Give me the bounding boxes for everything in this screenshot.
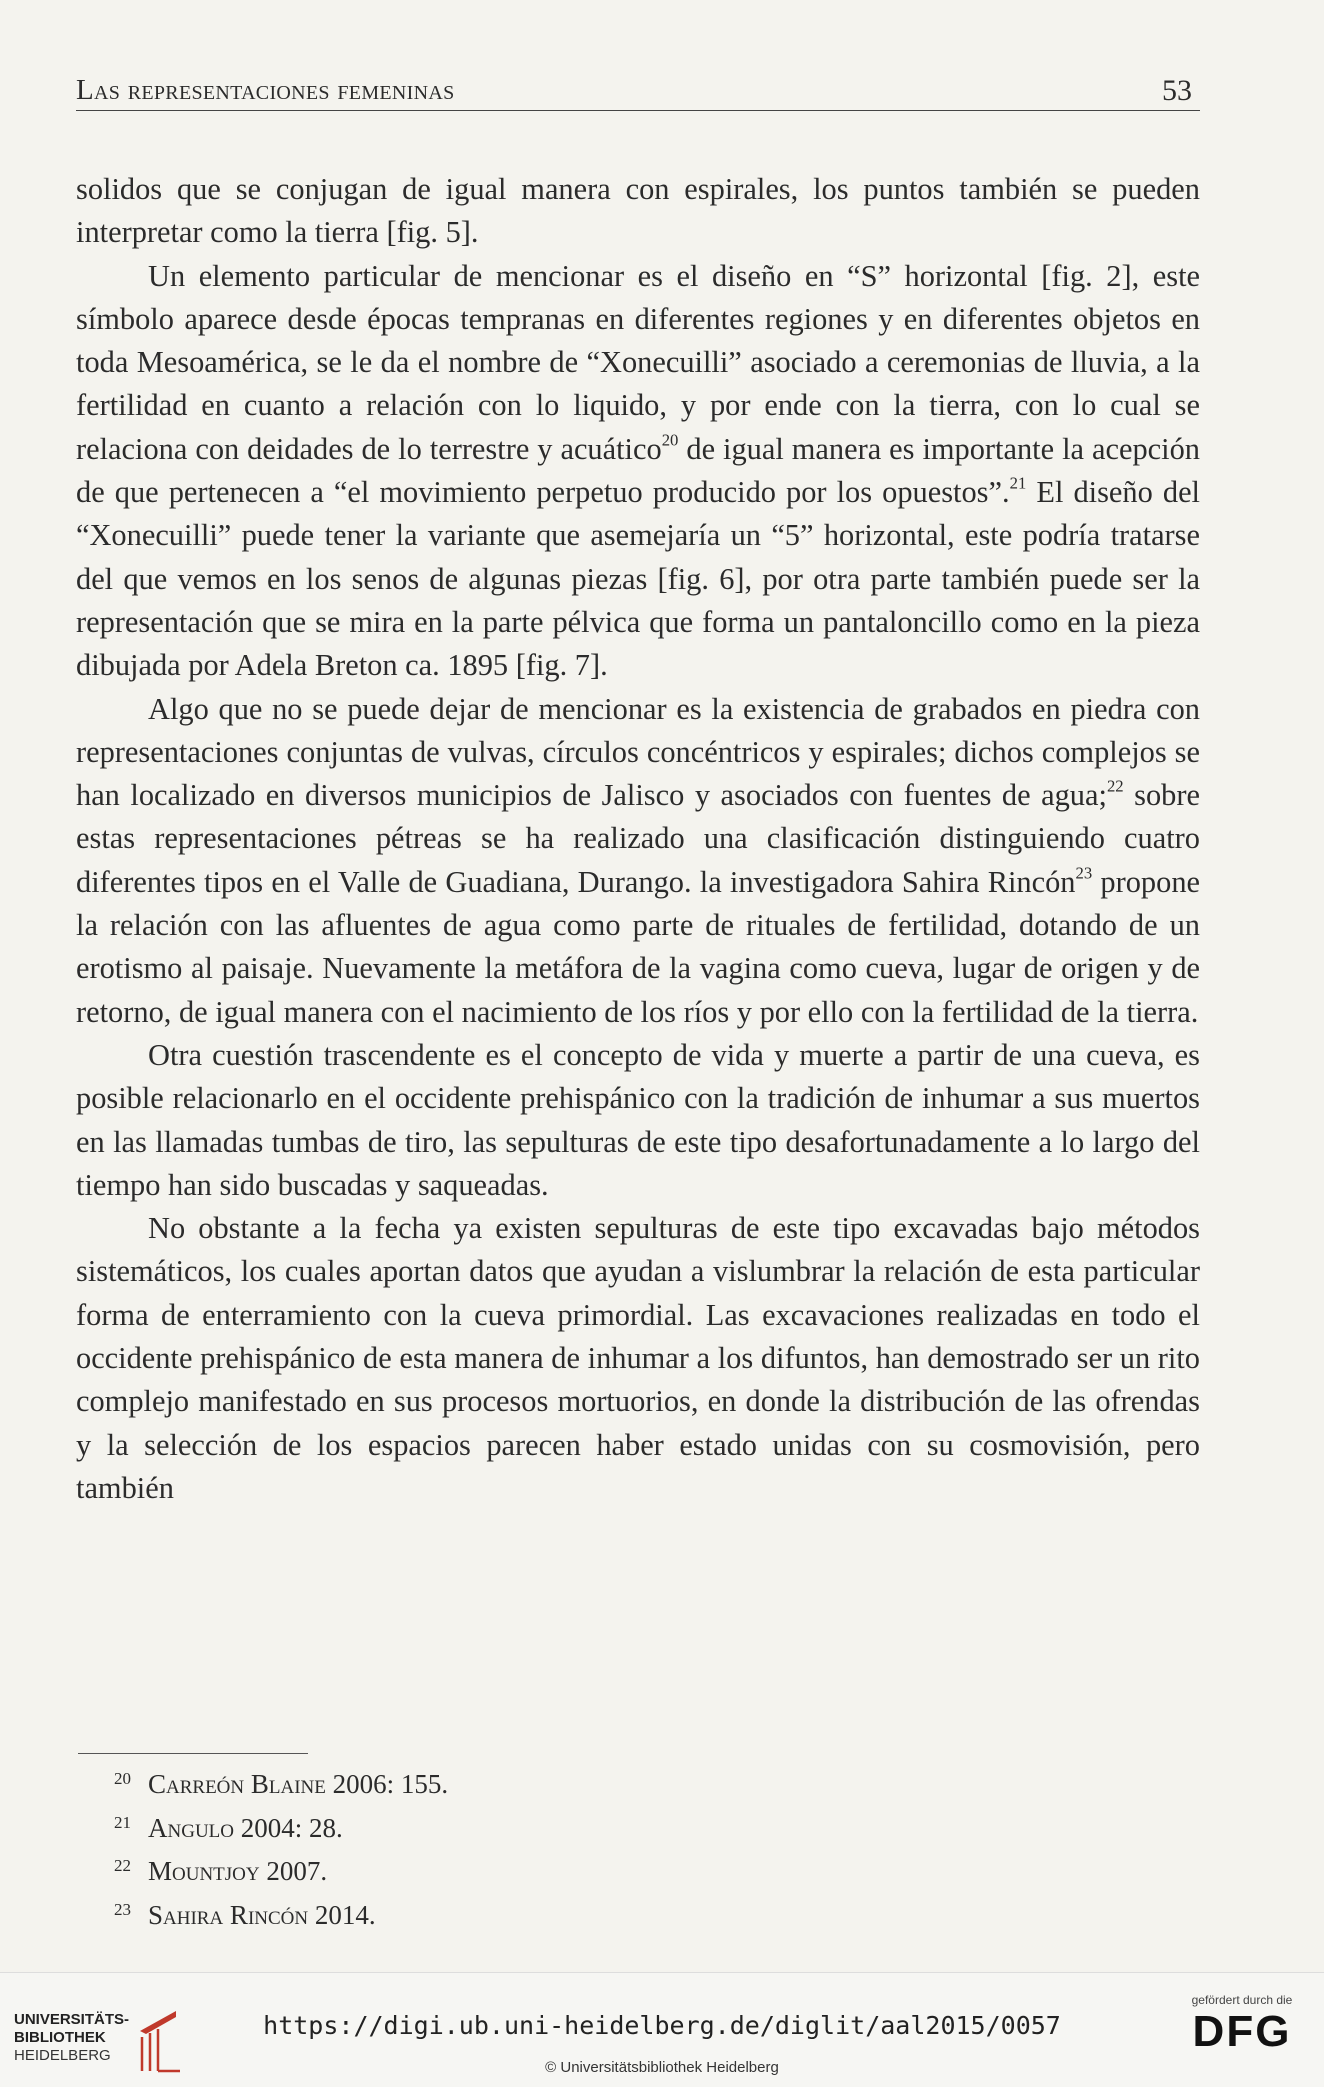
running-header [76, 70, 1200, 111]
footnote-author: Angulo [148, 1812, 234, 1843]
footnote-number: 21 [114, 1812, 131, 1832]
footnote-author: Carreón Blaine [148, 1769, 326, 1799]
footnote-divider [78, 1753, 308, 1754]
paragraph-text: solidos que se conjugan de igual manera con espirales, los puntos también se pueden interpretar como la tierra [fig. 5]. [76, 172, 1200, 250]
paragraph-text: No obstante a la fecha ya existen sepulturas de este tipo excavadas bajo métodos sistemáticos, los cuales aportan datos que ayudan a vislumbrar la relación de esta particular forma de enterramiento con la cueva primordial. Las excavaciones realizadas en todo el occidente prehispánico de esta manera de inhumar a los difuntos, han demostrado ser un rito complejo manifestado en sus procesos mortuorios, en donde la distribución de las ofrendas y la selección de los espacios parecen haber estado unidas con su cosmovisión, pero también [76, 1211, 1200, 1505]
footnote-number: 23 [114, 1899, 131, 1919]
paragraph-2 [76, 255, 1200, 688]
footnote-number: 22 [114, 1856, 131, 1875]
footnote-ref-22[interactable]: 22 [1106, 776, 1124, 796]
footnote [78, 1891, 778, 1935]
paragraph-text: propone la relación con las afluentes de agua como parte de rituales de fertilidad, dotando de un erotismo al paisaje. Nuevamente la metáfora de la vagina como cueva, lugar de origen y de retorno, de igual manera con el nacimiento de los ríos y por ello con la fertilidad de la tierra. [76, 864, 1200, 1029]
body-text [76, 168, 1200, 1510]
footnote-citation: 2007. [259, 1856, 328, 1886]
paragraph-4 [76, 1034, 1200, 1207]
dfg-logo[interactable] [1182, 1993, 1302, 2073]
footnote-ref-23[interactable]: 23 [1075, 863, 1093, 883]
running-title: Las representaciones femeninas [76, 74, 455, 106]
library-name-line: UNIVERSITÄTS- [14, 2011, 130, 2028]
footnote-ref-21[interactable]: 21 [1009, 473, 1027, 493]
paragraph-text: sobre estas representaciones pétreas se ha realizado una clasificación distinguiendo cuatro diferentes tipos en el Valle de Guadiana, Durango. la investigadora Sahira Rincón [76, 778, 1200, 899]
paragraph-text: Otra cuestión trascendente es el concepto de vida y muerte a partir de una cueva, es posible relacionarlo en el occidente prehispánico con la tradición de inhumar a sus muertos en las llamadas tumbas de tiro, las sepulturas de este tipo desafortunadamente a lo largo del tiempo han sido buscadas y saqueadas. [76, 1037, 1200, 1202]
library-name-line: BIBLIOTHEK [14, 2029, 106, 2046]
digitization-footer [0, 1972, 1324, 2087]
footnote-number: 20 [114, 1769, 131, 1788]
footnote [78, 1804, 778, 1848]
source-url-link[interactable]: https://digi.ub.uni-heidelberg.de/diglit/aal2015/0057 [263, 2011, 1061, 2040]
page-number: 53 [1162, 74, 1192, 107]
copyright-text: © Universitätsbibliothek Heidelberg [545, 2059, 779, 2076]
footnote [78, 1847, 778, 1891]
paragraph-3 [76, 688, 1200, 1034]
paragraph-text: Algo que no se puede dejar de mencionar es la existencia de grabados en piedra con representaciones conjuntas de vulvas, círculos concéntricos y espirales; dichos complejos se han localizado en diversos municipios de Jalisco y asociados con fuentes de agua; [76, 691, 1200, 813]
footnote [78, 1760, 778, 1804]
footnote-ref-20[interactable]: 20 [661, 430, 679, 450]
paragraph-1 [76, 168, 1200, 255]
paragraph-5 [76, 1207, 1200, 1510]
footnote-author: Mountjoy [148, 1856, 260, 1886]
footnote-citation: 2014. [308, 1899, 376, 1930]
paragraph-text: El diseño del “Xonecuilli” puede tener la variante que asemejaría un “5” horizontal, este podría tratarse del que vemos en los senos de algunas piezas [fig. 6], por otra parte también puede ser la representación que se mira en la parte pélvica que forma un pantaloncillo como en la pieza dibujada por Adela Breton ca. 1895 [fig. 7]. [76, 475, 1200, 683]
dfg-wordmark: DFG [1192, 2007, 1292, 2056]
paragraph-text: Un elemento particular de mencionar es el diseño en “S” horizontal [fig. 2], este símbolo aparece desde épocas tempranas en diferentes regiones y en diferentes objetos en toda Mesoamérica, se le da el nombre de “Xonecuilli” asociado a ceremonias de lluvia, a la fertilidad en cuanto a relación con lo liquido, y por ende con la tierra, con lo cual se relaciona con deidades de lo terrestre y acuático [76, 258, 1200, 466]
footnote-author: Sahira Rincón [148, 1899, 309, 1930]
footnote-citation: 2006: 155. [325, 1769, 449, 1799]
footnotes [78, 1760, 778, 1934]
paragraph-text: de igual manera es importante la acepción de que pertenecen a “el movimiento perpetuo producido por los opuestos”. [76, 431, 1200, 510]
funder-label: gefördert durch die [1191, 1993, 1293, 2007]
footnote-citation: 2004: 28. [234, 1812, 343, 1843]
library-name-line: HEIDELBERG [14, 2047, 111, 2064]
